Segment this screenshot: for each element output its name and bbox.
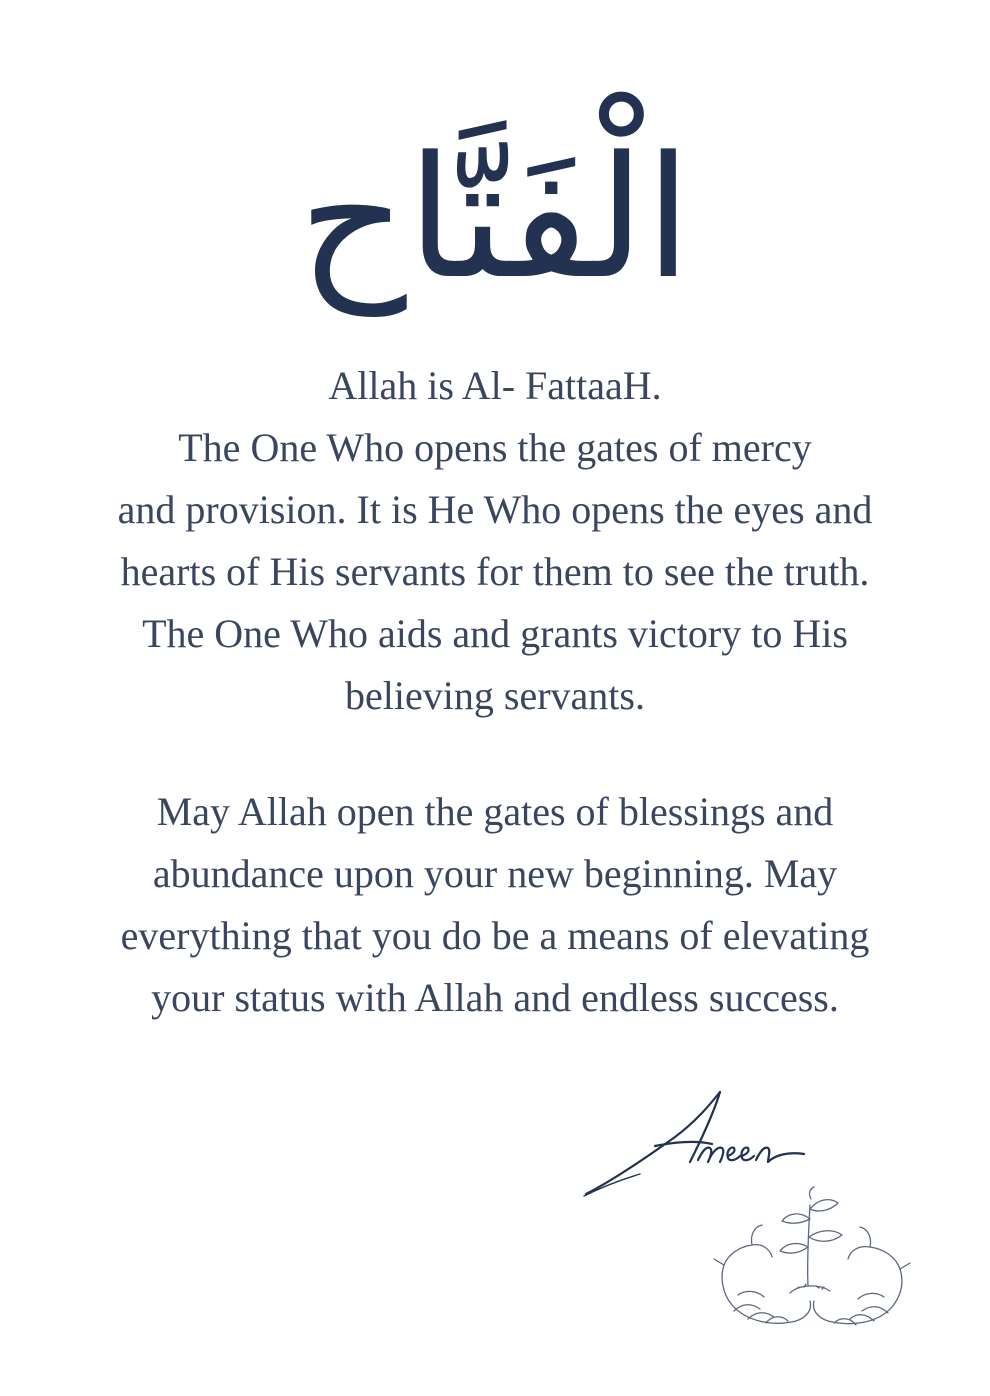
intro-paragraph <box>40 355 950 727</box>
dua-line: abundance upon your new beginning. May <box>152 851 838 896</box>
intro-line: hearts of His servants for them to see the truth. <box>120 549 870 594</box>
dua-line: May Allah open the gates of blessings and <box>156 789 834 834</box>
arabic-name-title: الْفَتَّاح <box>298 120 692 316</box>
intro-line: believing servants. <box>345 673 645 718</box>
intro-line: and provision. It is He Who opens the eyes and <box>117 487 873 532</box>
hands-holding-sprout-icon <box>712 1185 912 1335</box>
dua-line: everything that you do be a means of elevating <box>120 913 870 958</box>
dua-line: your status with Allah and endless success. <box>151 975 839 1020</box>
intro-line: The One Who opens the gates of mercy <box>178 425 812 470</box>
dua-paragraph <box>40 781 950 1029</box>
intro-line: Allah is Al- FattaaH. <box>328 363 662 408</box>
intro-line: The One Who aids and grants victory to His <box>142 611 848 656</box>
